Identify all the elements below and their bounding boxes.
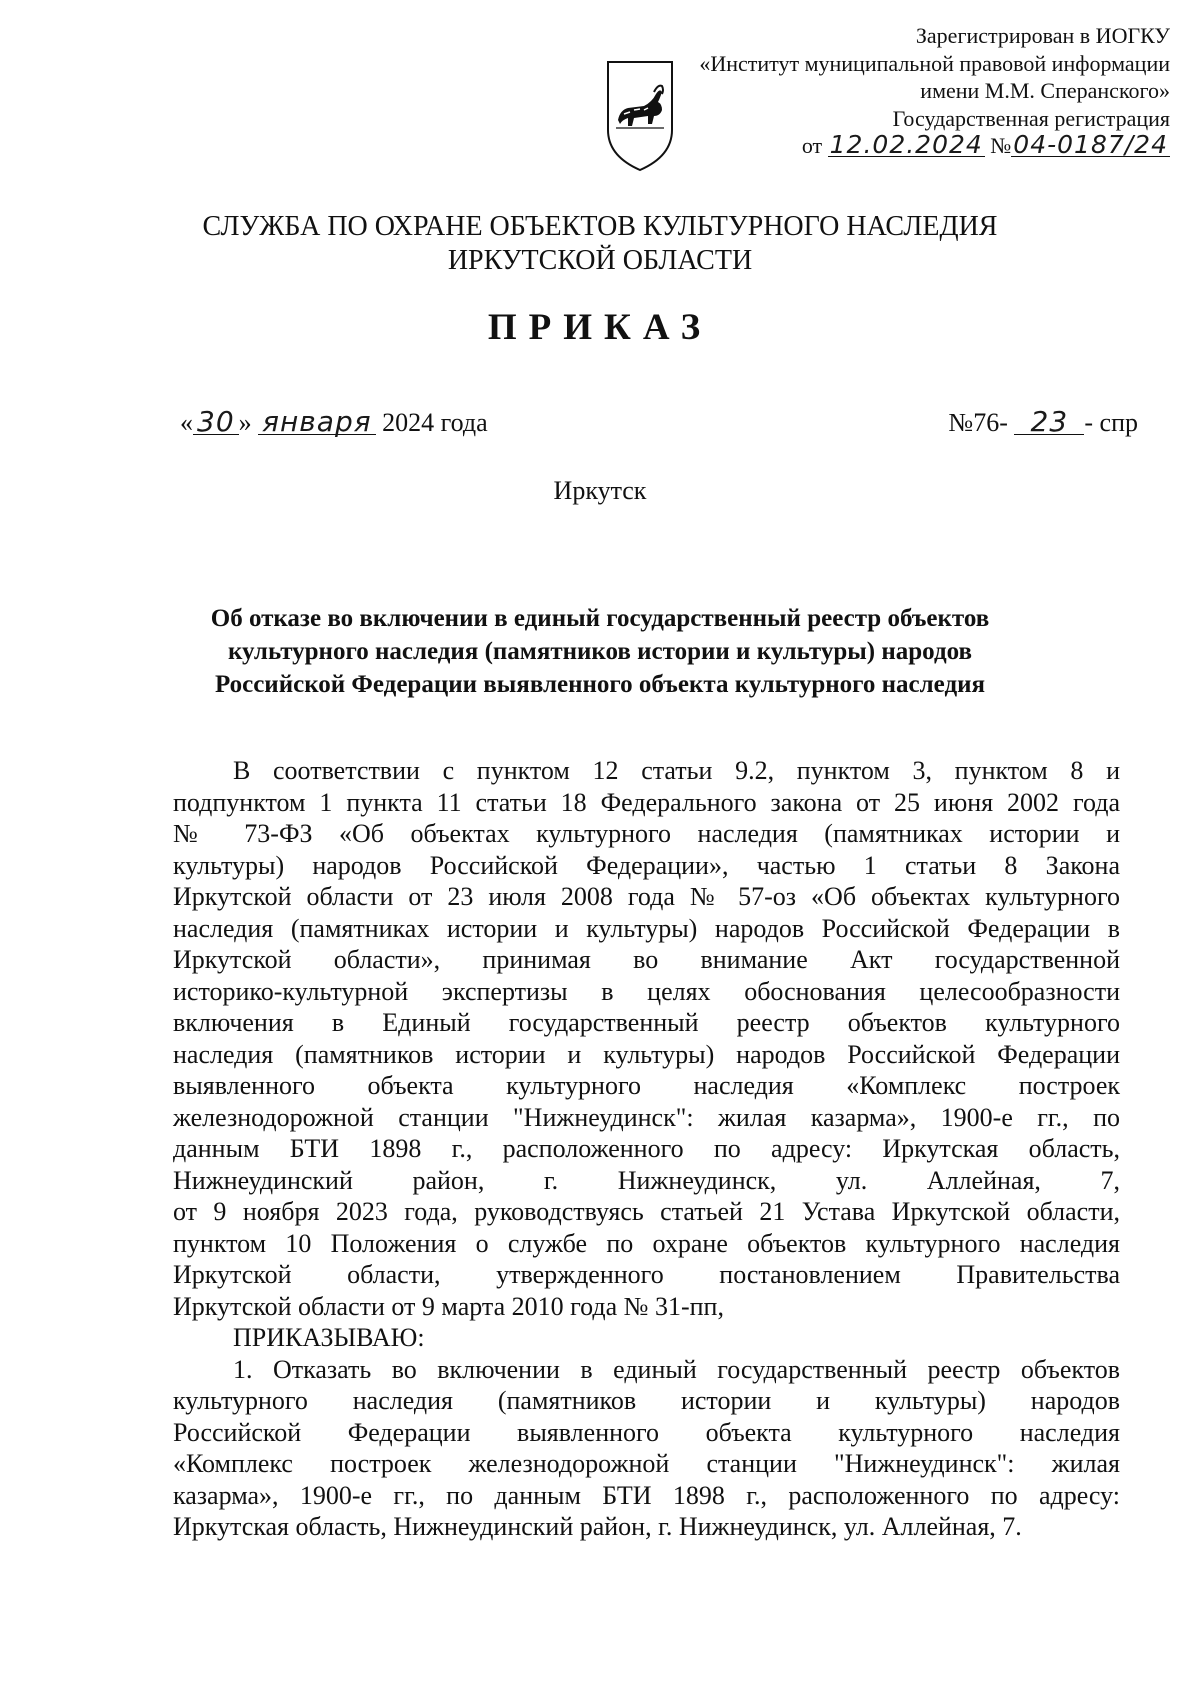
- body-line: пунктом 10 Положения о службе по охране объектов культурного наследия: [173, 1228, 1120, 1258]
- subject-line: Об отказе во включении в единый государственный реестр объектов: [210, 605, 990, 632]
- registration-date-prefix: от: [801, 133, 823, 158]
- number-suffix: - спр: [1084, 408, 1138, 437]
- registration-line: Зарегистрирован в ИОГКУ: [915, 23, 1170, 48]
- date-month: января: [258, 410, 375, 435]
- body-line: историко-культурной экспертизы в целях обоснования целесообразности: [173, 976, 1120, 1006]
- registration-date: 12.02.2024: [829, 130, 983, 159]
- registration-line: Государственная регистрация: [892, 105, 1170, 131]
- body-line: культуры) народов Российской Федерации», частью 1 статьи 8 Закона: [173, 850, 1120, 880]
- body-line: железнодорожной станции "Нижнеудинск": жилая казарма», 1900-е гг., по: [173, 1102, 1120, 1132]
- body-line: Иркутская область, Нижнеудинский район, г. Нижнеудинск, ул. Аллейная, 7.: [173, 1512, 1022, 1541]
- subject-line: Российской Федерации выявленного объекта культурного наследия: [214, 671, 986, 698]
- registration-line: имени М.М. Сперанского»: [920, 78, 1170, 103]
- order-number: [948, 405, 1138, 438]
- body-line: наследия (памятниках истории и культуры) народов Российской Федерации в: [173, 913, 1120, 943]
- date-year: 2024 года: [382, 408, 488, 437]
- order-body: [173, 755, 1120, 1543]
- order-directive: ПРИКАЗЫВАЮ:: [233, 1323, 425, 1352]
- body-line: казарма», 1900-е гг., по данным БТИ 1898 г., расположенного по адресу:: [173, 1480, 1120, 1510]
- body-line: № 73-ФЗ «Об объектах культурного наследия (памятниках истории и: [173, 819, 1120, 848]
- city: Иркутск: [553, 476, 647, 505]
- body-line: Российской Федерации выявленного объекта культурного наследия: [173, 1417, 1120, 1447]
- subject-line: культурного наследия (памятников истории и культуры) народов: [227, 638, 972, 665]
- body-line: подпунктом 1 пункта 11 статьи 18 Федерального закона от 25 июня 2002 года: [173, 787, 1120, 817]
- document-title: ПРИКАЗ: [487, 307, 713, 348]
- registration-date-number: [650, 132, 1170, 160]
- body-line: В соответствии с пунктом 12 статьи 9.2, пунктом 3, пунктом 8 и: [233, 756, 1120, 785]
- number-value: 23: [1014, 410, 1084, 435]
- body-line: от 9 ноября 2023 года, руководствуясь статьей 21 Устава Иркутской области,: [173, 1197, 1120, 1226]
- organization-line: ИРКУТСКОЙ ОБЛАСТИ: [447, 245, 753, 276]
- body-line: Иркутской области», принимая во внимание Акт государственной: [173, 945, 1120, 974]
- registration-block: [650, 22, 1170, 160]
- order-date: [180, 405, 488, 438]
- organization-line: СЛУЖБА ПО ОХРАНЕ ОБЪЕКТОВ КУЛЬТУРНОГО НАСЛЕДИЯ: [202, 211, 998, 242]
- body-line: включения в Единый государственный реестр объектов культурного: [173, 1008, 1120, 1037]
- body-line: данным БТИ 1898 г., расположенного по адресу: Иркутская область,: [173, 1134, 1120, 1163]
- organization-name: [0, 210, 1200, 278]
- body-line: «Комплекс построек железнодорожной станции "Нижнеудинск": жилая: [173, 1449, 1120, 1478]
- registration-number: 04-0187/24: [1013, 130, 1168, 159]
- body-line: выявленного объекта культурного наследия «Комплекс построек: [173, 1071, 1120, 1100]
- registration-line: «Институт муниципальной правовой информации: [699, 50, 1170, 76]
- body-line: наследия (памятников истории и культуры) народов Российской Федерации: [173, 1039, 1120, 1069]
- date-open-quote: «: [180, 408, 193, 437]
- date-day: 30: [193, 410, 239, 435]
- date-close-quote: »: [238, 408, 252, 437]
- body-line: культурного наследия (памятников истории и культуры) народов: [173, 1386, 1120, 1415]
- number-prefix: №76-: [948, 408, 1008, 437]
- body-line: Нижнеудинский район, г. Нижнеудинск, ул. Аллейная, 7,: [173, 1165, 1120, 1195]
- body-line: Иркутской области от 23 июля 2008 года № 57-оз «Об объектах культурного: [173, 882, 1120, 911]
- body-line: Иркутской области от 9 марта 2010 года № 31-пп,: [173, 1291, 724, 1321]
- body-line: 1. Отказать во включении в единый государственный реестр объектов: [233, 1354, 1120, 1384]
- body-line: Иркутской области, утвержденного постановлением Правительства: [173, 1260, 1120, 1289]
- registration-number-prefix: №: [990, 133, 1012, 158]
- order-subject: [150, 602, 1050, 701]
